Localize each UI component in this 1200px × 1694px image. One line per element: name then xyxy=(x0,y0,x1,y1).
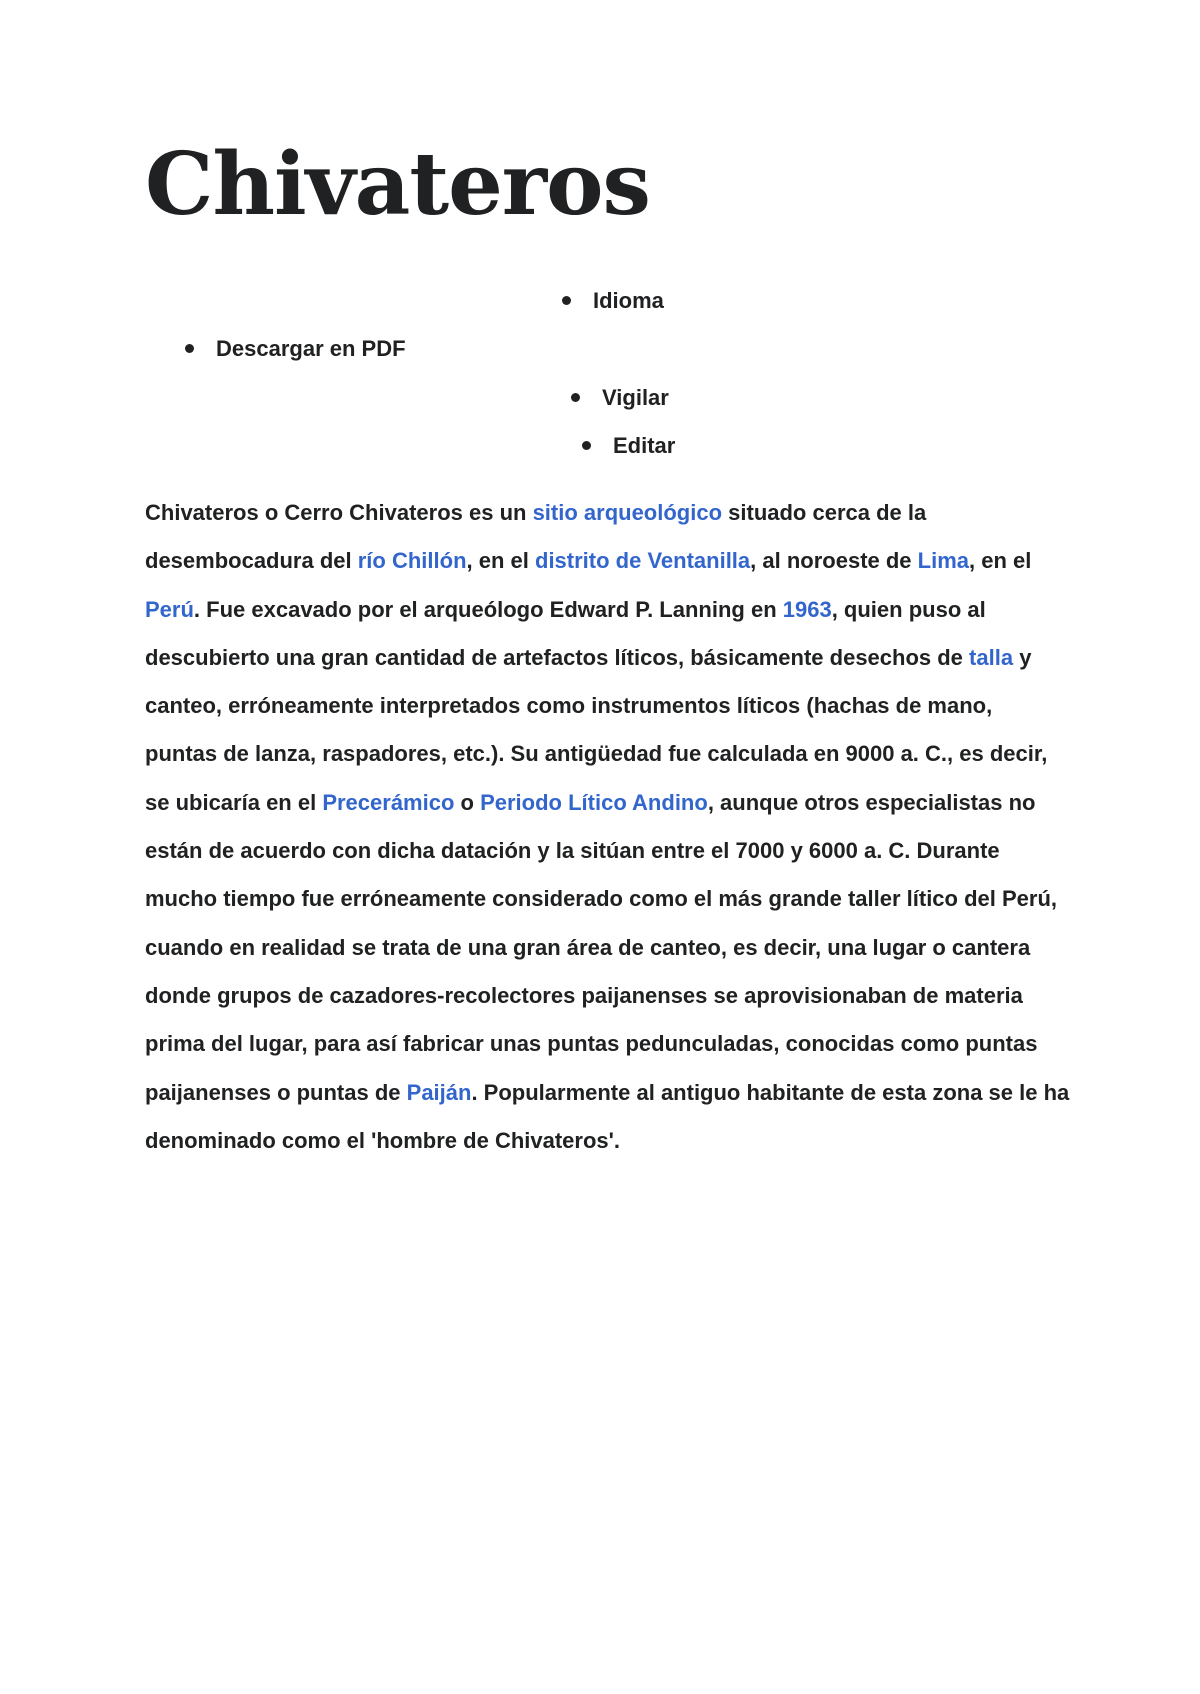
link-sitio-arqueologico[interactable]: sitio arqueológico xyxy=(532,500,723,525)
bullet-icon xyxy=(562,296,571,305)
language-label: Idioma xyxy=(593,288,664,313)
link-talla[interactable]: talla xyxy=(969,644,1014,670)
article-text: , en el xyxy=(466,548,535,574)
bullet-icon xyxy=(185,344,194,353)
language-menu-item[interactable] xyxy=(562,286,664,316)
link-periodo-litico-andino[interactable]: Periodo Lítico Andino xyxy=(480,789,708,815)
edit-label: Editar xyxy=(613,433,676,458)
article-paragraph xyxy=(145,489,1070,1165)
link-1963[interactable]: 1963 xyxy=(782,596,832,622)
page-title: Chivateros xyxy=(145,134,650,235)
article-text: o xyxy=(454,789,481,815)
link-lima[interactable]: Lima xyxy=(917,548,970,574)
edit-menu-item[interactable] xyxy=(582,431,675,461)
download-pdf-menu-item[interactable] xyxy=(185,334,406,364)
link-rio-chillon[interactable]: río Chillón xyxy=(357,548,467,574)
watch-menu-item[interactable] xyxy=(571,383,669,413)
article-text: Chivateros o Cerro Chivateros es un xyxy=(145,500,533,525)
article-text: . Fue excavado por el arqueólogo Edward P. Lanning en xyxy=(193,596,783,622)
download-pdf-label: Descargar en PDF xyxy=(216,336,406,361)
article-text: , al noroeste de xyxy=(750,548,918,574)
article-text: situado cerca de la desembocadura del xyxy=(145,500,927,574)
bullet-icon xyxy=(571,393,580,402)
article-text: , aunque otros especialistas no están de acuerdo con dicha datación y la sitúan entre el 7000 y 6000 a. C. Durante mucho tiempo fue erróneamente considerado como el más grande taller lítico del Perú, cuando en realidad se trata de una gran área de canteo, es decir, una lugar o cantera donde grupos de cazadores-recolectores paijanenses se aprovisionaban de materia prima del lugar, para así fabricar unas puntas pedunculadas, conocidas como puntas paijanenses o puntas de xyxy=(145,789,1058,1105)
article-text: y canteo, erróneamente interpretados como instrumentos líticos (hachas de mano, puntas de lanza, raspadores, etc.). Su antigüedad fue calculada en 9000 a. C., es decir, se ubicaría en el xyxy=(145,644,1048,815)
link-paijan[interactable]: Paiján xyxy=(406,1079,472,1105)
link-peru[interactable]: Perú xyxy=(145,596,194,622)
article-text: , quien puso al descubierto una gran cantidad de artefactos líticos, básicamente desechos de xyxy=(145,596,986,670)
link-distrito-de-ventanilla[interactable]: distrito de Ventanilla xyxy=(535,548,751,574)
article-text: , en el xyxy=(969,548,1032,574)
article-text: . Popularmente al antiguo habitante de esta zona se le ha denominado como el 'hombre de Chivateros'. xyxy=(145,1079,1070,1153)
link-preceramico[interactable]: Precerámico xyxy=(322,789,455,815)
bullet-icon xyxy=(582,441,591,450)
watch-label: Vigilar xyxy=(602,385,669,410)
